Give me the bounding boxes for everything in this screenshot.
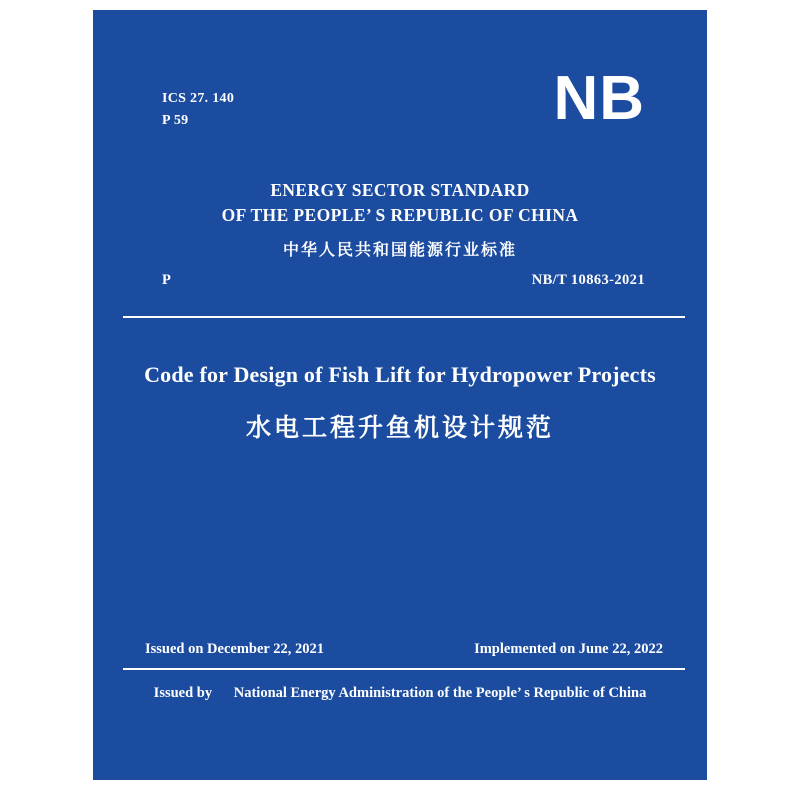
issued-date: Issued on December 22, 2021 [145, 641, 324, 657]
classification-code: P 59 [162, 112, 189, 128]
divider-bottom [123, 668, 685, 670]
ics-block [162, 88, 234, 131]
standard-cover [93, 10, 707, 780]
ics-number: ICS 27. 140 [162, 91, 235, 106]
heading-english-line2: OF THE PEOPLE’ S REPUBLIC OF CHINA [221, 205, 579, 226]
designation-row [162, 272, 645, 289]
nb-logo: NB [553, 64, 645, 133]
title-english: Code for Design of Fish Lift for Hydropower Projects [144, 362, 656, 387]
heading-english-line1: ENERGY SECTOR STANDARD [270, 180, 530, 200]
implemented-date: Implemented on June 22, 2022 [474, 641, 663, 657]
divider-top [123, 316, 685, 318]
heading-chinese: 中华人民共和国能源行业标准 [282, 239, 517, 259]
title-block [93, 362, 707, 444]
issued-by-label: Issued by [153, 685, 213, 701]
title-chinese: 水电工程升鱼机设计规范 [245, 413, 554, 442]
designation-standard-number: NB/T 10863-2021 [531, 272, 645, 288]
dates-row [145, 641, 663, 658]
issuer-row [93, 685, 707, 702]
standard-heading [93, 178, 707, 260]
issuer-organization: National Energy Administration of the People’ s Republic of China [233, 685, 647, 701]
designation-class-code: P [162, 272, 172, 288]
